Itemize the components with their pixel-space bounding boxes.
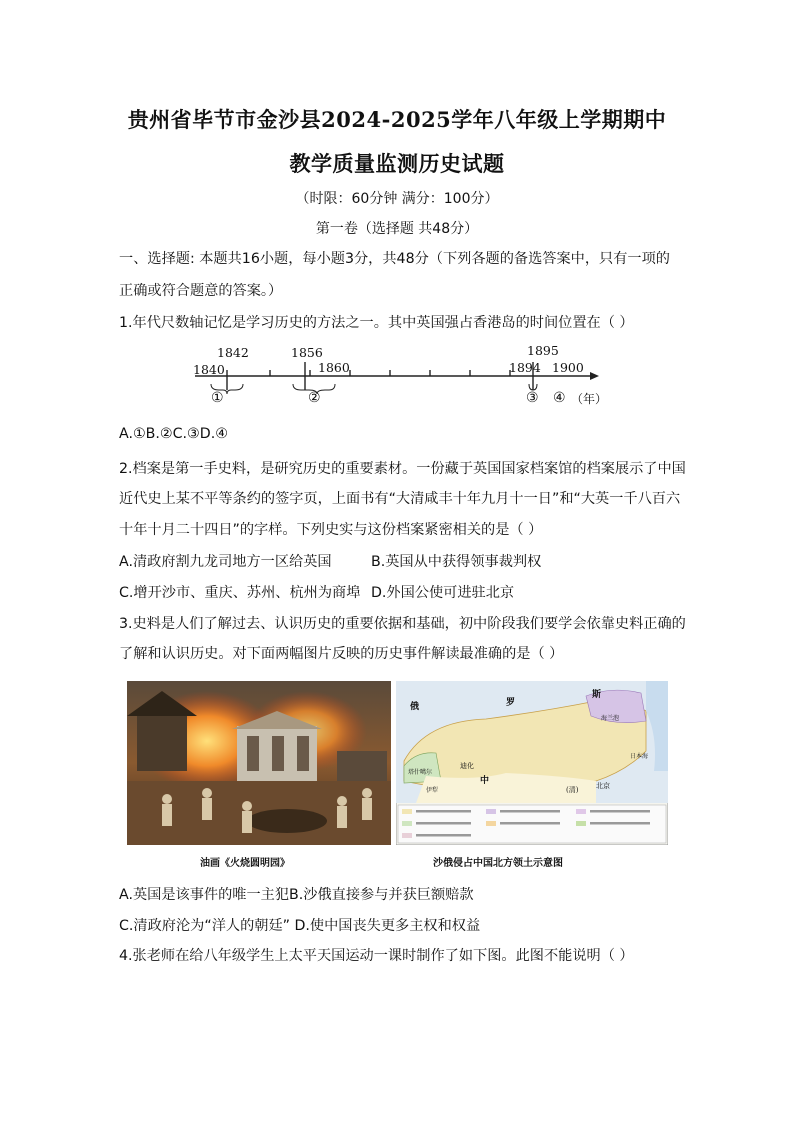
map-label-beijing: 北京 (596, 782, 610, 790)
q1-options: A.①B.②C.③D.④ (119, 426, 228, 442)
year-1842: 1842 (217, 345, 249, 360)
map-label-japan-sea: 日本海 (630, 753, 649, 760)
q2-option-b: B.英国从中获得领事裁判权 (371, 554, 542, 570)
q3-line2: 了解和认识历史。对下面两幅图片反映的历史事件解读最准确的是（ ） (119, 646, 564, 662)
exam-title-line1: 贵州省毕节市金沙县2024-2025学年八年级上学期期中 (127, 107, 667, 132)
instructions-line2: 正确或符合题意的答案。） (119, 283, 283, 299)
marker-4: ④ (553, 390, 566, 406)
q2-line1: 2.档案是第一手史料，是研究历史的重要素材。一份藏于英国国家档案馆的档案展示了中国 (119, 461, 686, 477)
marker-2: ② (308, 390, 321, 406)
year-1856: 1856 (291, 345, 323, 360)
map-label-yili: 伊犁 (426, 787, 439, 794)
caption-painting: 油画《火烧圆明园》 (200, 858, 290, 869)
q2-option-a: A.清政府割九龙司地方一区给英国 (119, 554, 332, 570)
q2-line3: 十年十月二十四日”的字样。下列史实与这份档案紧密相关的是（ ） (119, 522, 543, 538)
map-label-dihua: 迪化 (460, 762, 474, 770)
map-label-russia-3: 斯 (592, 690, 602, 700)
section-heading: 第一卷（选择题 共48分） (315, 221, 479, 237)
q3-line1: 3.史料是人们了解过去、认识历史的重要依据和基础，初中阶段我们要学会依靠史料正确的 (119, 616, 686, 632)
map-label-china: 中 (480, 776, 490, 786)
year-1895: 1895 (527, 343, 559, 358)
year-1860: 1860 (318, 360, 350, 375)
year-1900: 1900 (552, 360, 584, 375)
q2-option-c: C.增开沙市、重庆、苏州、杭州为商埠 (119, 585, 361, 601)
timeline-unit: （年） (571, 392, 608, 406)
q2-line2: 近代史上某不平等条约的签字页，上面书有“大清咸丰十年九月十一日”和“大英一千八百六 (119, 491, 681, 507)
map-label-russia-2: 罗 (506, 698, 516, 708)
map-label-hailanpao: 海兰泡 (601, 715, 620, 722)
map-label-russia-1: 俄 (410, 702, 420, 712)
marker-1: ① (211, 390, 224, 406)
year-1840: 1840 (193, 362, 225, 377)
q1-stem: 1.年代尺数轴记忆是学习历史的方法之一。其中英国强占香港岛的时间位置在（ ） (119, 315, 634, 331)
exam-title-line2: 教学质量监测历史试题 (289, 151, 505, 176)
year-1894: 1894 (509, 360, 541, 375)
painting-burning-summer-palace (127, 681, 391, 845)
map-label-qing: (清) (566, 786, 579, 794)
q2-options-row2 (119, 582, 514, 602)
q1-timeline (185, 340, 608, 410)
map-label-tacheng: 塔什噶尔 (408, 769, 433, 776)
marker-3: ③ (526, 390, 539, 406)
instructions-line1: 一、选择题: 本题共16小题，每小题3分，共48分（下列各题的备选答案中，只有一项的 (119, 251, 670, 267)
q3-options-ab: A.英国是该事件的唯一主犯B.沙俄直接参与并获巨额赔款 (119, 887, 474, 903)
q4-stem: 4.张老师在给八年级学生上太平天国运动一课时制作了如下图。此图不能说明（ ） (119, 948, 634, 964)
caption-map: 沙俄侵占中国北方领土示意图 (433, 858, 563, 869)
q2-option-d: D.外国公使可进驻北京 (371, 585, 515, 601)
q3-options-cd: C.清政府沦为“洋人的朝廷” D.使中国丧失更多主权和权益 (119, 918, 481, 934)
time-limit: （时限：60分钟 满分：100分） (295, 191, 499, 207)
q2-options-row1 (119, 551, 541, 571)
map-russia-occupation (396, 681, 668, 845)
